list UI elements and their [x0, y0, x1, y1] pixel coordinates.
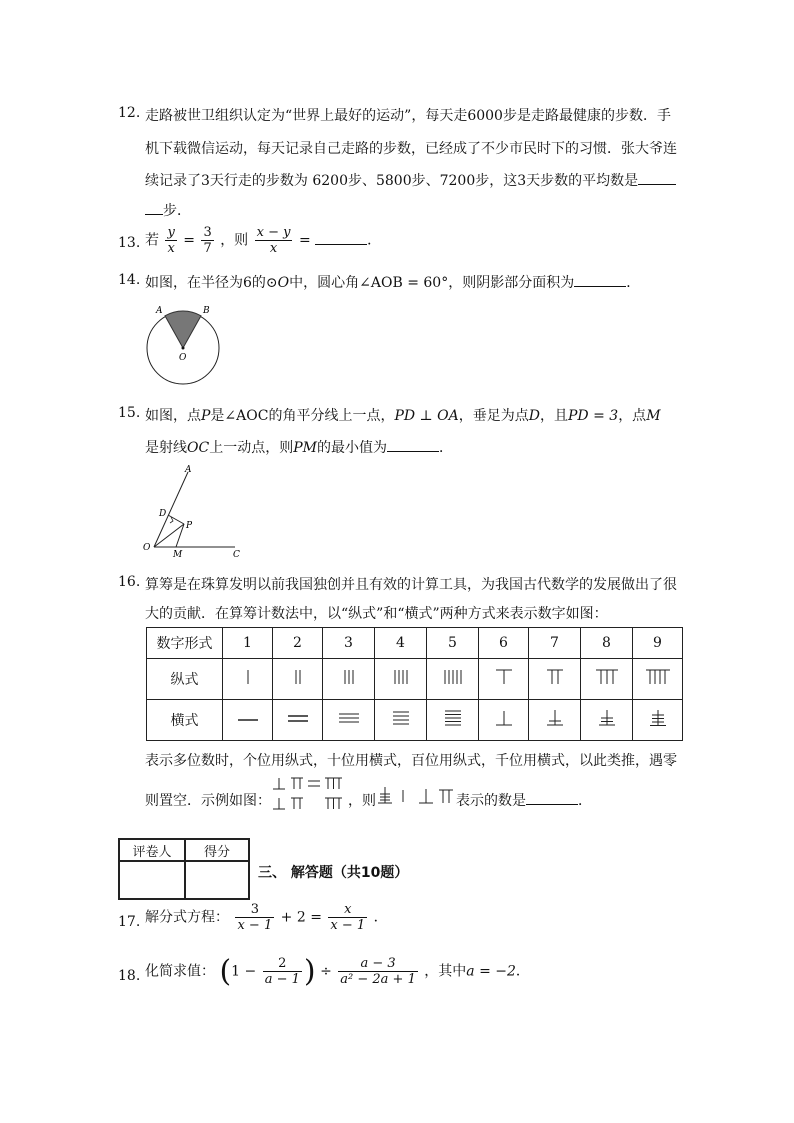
q15-number: 15. — [118, 405, 141, 421]
q18-number: 18. — [118, 968, 141, 984]
q15-P: P — [201, 408, 211, 424]
q12-answer-blank — [638, 170, 676, 185]
q15-l2c: 的最小值为 — [316, 440, 387, 456]
q18-line — [145, 954, 530, 989]
q13-eq: = — [183, 232, 195, 249]
q16-line4c: 表示的数是 — [456, 793, 526, 809]
q18-text: 化简求值： — [145, 963, 215, 980]
q16-answer-blank — [526, 790, 578, 805]
rod-vertical-6 — [479, 659, 529, 700]
q15-l1e: ，点 — [618, 408, 647, 424]
rod-horizontal-3 — [323, 700, 375, 741]
digit-cell: 6 — [479, 628, 529, 659]
rod-vertical-5 — [427, 659, 479, 700]
score-box-score-label: 得分 — [185, 839, 249, 861]
q17-f1-den: x − 1 — [237, 918, 273, 933]
q14-number: 14. — [118, 272, 141, 288]
digit-cell: 8 — [581, 628, 633, 659]
q18-f1-den: a − 1 — [264, 972, 300, 987]
q13-f1-den: x — [167, 241, 175, 256]
q16-line3: 表示多位数时，个位用纵式，十位用横式，百位用纵式，千位用横式，以此类推，遇零 — [145, 753, 677, 769]
q14-circle-symbol: ⊙O — [265, 275, 290, 291]
q18-one-minus: 1 − — [231, 963, 257, 980]
q15-line1 — [145, 405, 661, 425]
q18-fraction-2 — [263, 956, 302, 987]
q12-line3 — [145, 170, 676, 190]
q16-question-rods — [378, 784, 456, 808]
q13-f2-den: 7 — [203, 241, 212, 256]
q13-fraction-y-x — [165, 225, 176, 256]
q14-line — [145, 272, 640, 292]
q15-label-O: O — [143, 543, 151, 553]
q15-label-C: C — [233, 550, 240, 560]
q15-l1d: ，且 — [540, 408, 568, 424]
q13-answer-blank — [315, 230, 367, 245]
q16-example-rods — [272, 776, 348, 814]
rod-vertical-8 — [581, 659, 633, 700]
q13-line — [145, 225, 381, 256]
section-3-title: 三、 解答题（共10题） — [258, 865, 409, 881]
q17-f2-num: x — [328, 902, 367, 918]
q12-line2: 机下载微信运动，每天记录自己走路的步数，已经成了不少市民时下的习惯．张大爷连 — [145, 141, 677, 157]
q14-label-A: A — [156, 306, 163, 316]
q15-pd-perp-oa: PD ⊥ OA — [394, 408, 459, 424]
q15-answer-blank — [387, 437, 439, 452]
score-box — [118, 838, 250, 900]
digit-cell: 7 — [529, 628, 581, 659]
digit-cell: 5 — [427, 628, 479, 659]
q17-f1-num: 3 — [235, 902, 274, 918]
q17-text: 解分式方程： — [145, 909, 229, 926]
q12-line4-text: 步． — [163, 203, 191, 219]
q15-l2a: 是射线 — [145, 440, 187, 456]
q15-l1c: ，垂足为点 — [458, 408, 529, 424]
rod-vertical-3 — [323, 659, 375, 700]
q13-eq2: = — [298, 232, 311, 249]
q18-paren-left: ( — [219, 954, 232, 989]
rod-horizontal-6 — [479, 700, 529, 741]
score-box-reviewer-cell[interactable] — [119, 861, 185, 899]
q15-D: D — [528, 408, 540, 424]
q16-line4a: 则置空．示例如图： — [145, 793, 271, 809]
rod-vertical-7 — [529, 659, 581, 700]
q12-answer-blank-cont — [145, 200, 163, 215]
rod-horizontal-8 — [581, 700, 633, 741]
q15-OC: OC — [187, 440, 210, 456]
q15-end: ． — [438, 440, 453, 456]
rod-horizontal-2 — [273, 700, 323, 741]
rod-vertical-2 — [273, 659, 323, 700]
rod-vertical-1 — [223, 659, 273, 700]
q14-end: ． — [626, 275, 641, 291]
q17-fraction-x — [328, 902, 367, 933]
score-box-reviewer-label: 评卷人 — [119, 839, 185, 861]
digit-cell: 9 — [633, 628, 683, 659]
table-header-row — [147, 628, 683, 659]
q13-f1-num: y — [167, 225, 175, 240]
q15-l1a: 如图，点 — [145, 408, 201, 424]
q15-label-A: A — [185, 465, 192, 475]
row-label-horizontal: 横式 — [147, 700, 223, 741]
digit-cell: 3 — [323, 628, 375, 659]
digit-cell: 2 — [273, 628, 323, 659]
table-row-vertical — [147, 659, 683, 700]
q18-a-eq: a = −2 — [466, 963, 516, 980]
q16-line4 — [145, 790, 271, 810]
rod-vertical-4 — [375, 659, 427, 700]
q15-line2 — [145, 437, 453, 457]
score-box-score-cell[interactable] — [185, 861, 249, 899]
digit-cell: 1 — [223, 628, 273, 659]
q12-line3-text: 续记录了3天行走的步数为 6200步、5800步、7200步，这3天步数的平均数是 — [145, 173, 639, 189]
q13-number: 13. — [118, 235, 141, 251]
q17-number: 17. — [118, 914, 141, 930]
digit-cell: 4 — [375, 628, 427, 659]
q12-number: 12. — [118, 105, 141, 121]
rod-horizontal-9 — [633, 700, 683, 741]
q14-answer-blank — [574, 272, 626, 287]
q14-figure-circle — [140, 300, 230, 390]
q16-line4c-wrap — [456, 790, 592, 810]
q13-f2-num: 3 — [203, 225, 212, 240]
q18-f2-den: a² − 2a + 1 — [340, 972, 416, 987]
q16-end: ． — [578, 793, 592, 809]
q15-PM: PM — [293, 440, 317, 456]
q17-plus: + 2 = — [280, 909, 322, 926]
q14-text-b: 中，圆心角∠AOB = 60°，则阴影部分面积为 — [289, 275, 575, 291]
q15-figure-angle — [140, 462, 250, 562]
q18-div: ÷ — [320, 963, 332, 980]
q16-line4b: ，则 — [348, 793, 376, 809]
q18-end: ． — [515, 963, 530, 980]
q16-number: 16. — [118, 574, 141, 590]
q13-fraction-xmy-x — [255, 225, 293, 256]
rod-horizontal-5 — [427, 700, 479, 741]
q17-f2-den: x − 1 — [330, 918, 366, 933]
q18-f2-num: a − 3 — [338, 956, 418, 972]
q14-label-O: O — [179, 353, 187, 363]
q13-f3-num: x − y — [256, 225, 291, 240]
rod-horizontal-7 — [529, 700, 581, 741]
q13-fraction-3-7 — [201, 225, 213, 256]
rod-numeral-table — [146, 627, 683, 741]
rod-horizontal-4 — [375, 700, 427, 741]
q14-text-a: 如图，在半径为6的 — [145, 275, 266, 291]
q18-fraction-a3 — [338, 956, 418, 987]
table-row-horizontal — [147, 700, 683, 741]
q17-line — [145, 902, 388, 933]
q15-label-P: P — [186, 521, 193, 531]
q18-f1-num: 2 — [263, 956, 302, 972]
q17-fraction-3 — [235, 902, 274, 933]
q18-paren-right: ) — [303, 954, 316, 989]
header-label: 数字形式 — [147, 628, 223, 659]
q13-mid: ，则 — [220, 232, 249, 249]
q17-end: ． — [373, 909, 388, 926]
q13-end: ． — [367, 232, 382, 249]
rod-vertical-9 — [633, 659, 683, 700]
q14-label-B: B — [203, 306, 210, 316]
q15-M: M — [646, 408, 661, 424]
q12-line4 — [145, 200, 191, 220]
q16-line2: 大的贡献．在算筹计数法中，以“纵式”和“横式”两种方式来表示数字如图： — [145, 606, 608, 622]
q18-cond: ，其中 — [424, 963, 467, 980]
q13-f3-den: x — [269, 241, 278, 256]
q15-label-M: M — [173, 550, 183, 560]
q16-line1: 算筹是在珠算发明以前我国独创并且有效的计算工具，为我国古代数学的发展做出了很 — [145, 577, 677, 593]
q15-l2b: 上一动点，则 — [209, 440, 294, 456]
q15-label-D: D — [159, 509, 167, 519]
q15-l1b: 是∠AOC的角平分线上一点， — [210, 408, 395, 424]
row-label-vertical: 纵式 — [147, 659, 223, 700]
q13-prefix: 若 — [145, 232, 159, 249]
q12-line1: 走路被世卫组织认定为“世界上最好的运动”，每天走6000步是走路最健康的步数．手 — [145, 108, 671, 124]
q15-pd-eq-3: PD = 3 — [568, 408, 619, 424]
rod-horizontal-1 — [223, 700, 273, 741]
